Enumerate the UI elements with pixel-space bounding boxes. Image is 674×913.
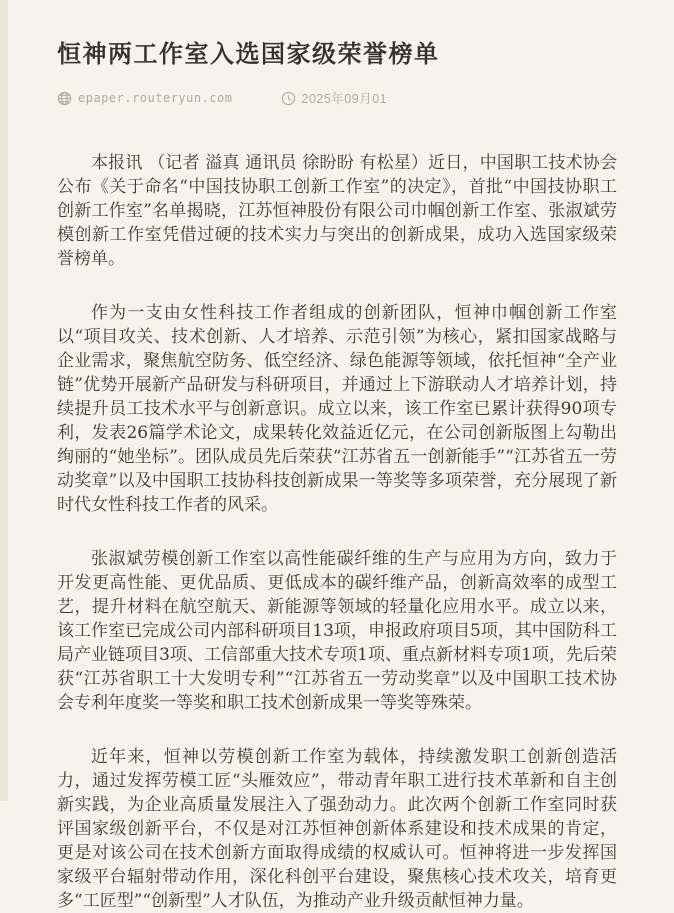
source-url[interactable]: epaper.routeryun.com	[78, 91, 233, 105]
article-body	[57, 151, 617, 913]
article-paragraph: 作为一支由女性科技工作者组成的创新团队，恒神巾帼创新工作室以“项目攻关、技术创新、人才培养、示范引领”为核心，紧扣国家战略与企业需求，聚焦航空防务、低空经济、绿色能源等领域，依托恒神“全产业链”优势开展新产品研发与科研项目，并通过上下游联动人才培养计划，持续提升员工技术水平与创新意识。成立以来，该工作室已累计获得90项专利，发表26篇学术论文，成果转化效益近亿元，在公司创新版图上勾勒出绚丽的“她坐标”。团队成员先后荣获“江苏省五一创新能手”“江苏省五一劳动奖章”以及中国职工技协科技创新成果一等奖等多项荣誉，充分展现了新时代女性科技工作者的风采。	[57, 303, 617, 515]
page-left-edge	[0, 0, 8, 801]
article-paragraph: 本报讯 （记者 溢真 通讯员 徐盼盼 有松星）近日，中国职工技术协会公布《关于命名“中国技协职工创新工作室”的决定》，首批“中国技协职工创新工作室”名单揭晓，江苏恒神股份有限公司巾帼创新工作室、张淑斌劳模创新工作室凭借过硬的技术实力与突出的创新成果，成功入选国家级荣誉榜单。	[57, 153, 617, 269]
article-meta	[57, 89, 617, 107]
globe-icon	[57, 91, 72, 106]
article-paragraph: 张淑斌劳模创新工作室以高性能碳纤维的生产与应用为方向，致力于开发更高性能、更优品质、更低成本的碳纤维产品，创新高效率的成型工艺，提升材料在航空航天、新能源等领域的轻量化应用水平。成立以来，该工作室已完成公司内部科研项目13项，申报政府项目5项，其中国防科工局产业链项目3项、工信部重大技术专项1项、重点新材料专项1项，先后荣获“江苏省职工十大发明专利”“江苏省五一劳动奖章”以及中国职工技术协会专利年度奖一等奖和职工技术创新成果一等奖等殊荣。	[57, 549, 617, 713]
date-meta	[281, 89, 388, 107]
publish-date: 2025年09月01	[301, 92, 388, 106]
article-paragraph: 近年来，恒神以劳模创新工作室为载体，持续激发职工创新创造活力，通过发挥劳模工匠“头雁效应”，带动青年职工进行技术革新和自主创新实践，为企业高质量发展注入了强劲动力。此次两个创新工作室同时获评国家级创新平台，不仅是对江苏恒神创新体系建设和技术成果的肯定，更是对该公司在技术创新方面取得成绩的权威认可。恒神将进一步发挥国家级平台辐射带动作用，深化科创平台建设，聚焦核心技术攻关，培育更多“工匠型”“创新型”人才队伍，为推动产业升级贡献恒神力量。	[57, 747, 617, 911]
source-meta	[57, 91, 233, 106]
clock-icon	[281, 91, 296, 106]
page-title: 恒神两工作室入选国家级荣誉榜单	[57, 39, 440, 68]
